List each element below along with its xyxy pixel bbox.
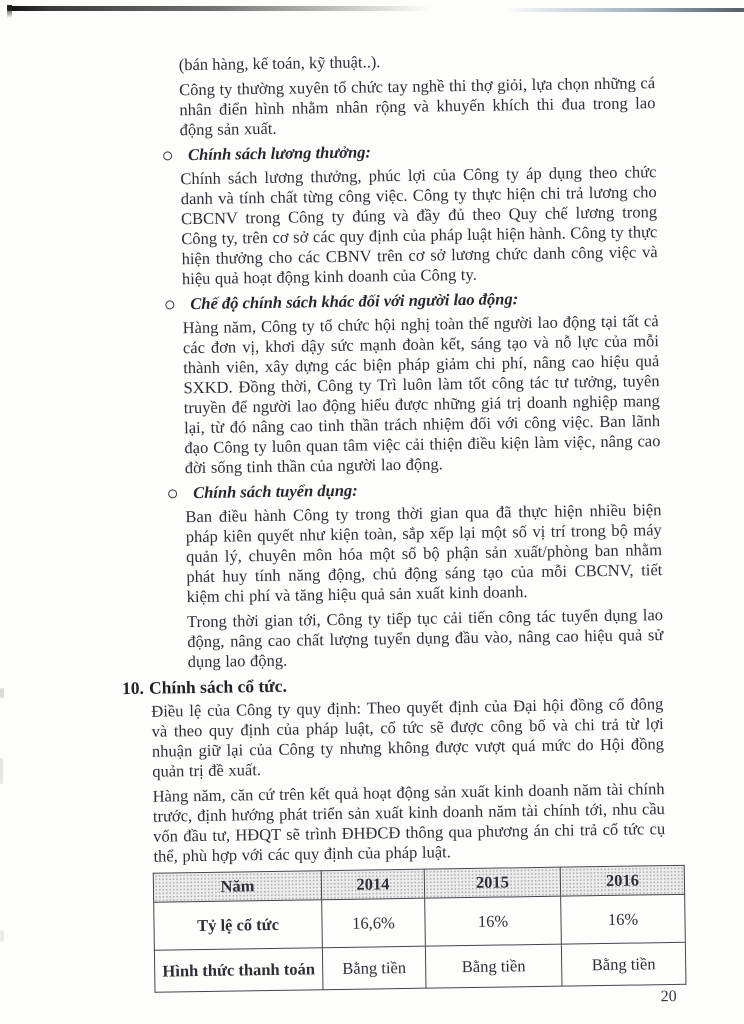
section-paragraph: Điều lệ của Công ty quy định: Theo quyết định của Đại hội đồng cổ đông và theo quy định của pháp luật, cổ tức sẽ được công bố và chi trả từ lợi nhuận giữ lại của Công ty nhưng không được vượt quá mức do Hội đồng quản trị đề xuất. — [151, 694, 665, 781]
document-body — [113, 48, 689, 1015]
policy-paragraph: Trong thời gian tới, Công ty tiếp tục cải tiến công tác tuyển dụng lao động, nâng cao chất lượng tuyển dụng đầu vào, nâng cao hiệu quả sử dụng lao động. — [186, 605, 664, 672]
scan-smudge — [0, 688, 4, 698]
policy-paragraph: Chính sách lương thưởng, phúc lợi của Công ty áp dụng theo chức danh và tính chất từng công việc. Công ty thực hiện chi trả lương cho CBCNV trong Công ty đúng và đầy đủ theo Quy chế lương trong Công ty, trên cơ sở các quy định của pháp luật hiện hành. Công ty thực hiện thưởng cho các CBNV trên cơ sở lương chức danh công việc và hiệu quả hoạt động kinh doanh của Công ty. — [180, 162, 658, 289]
policy-section-title — [193, 476, 681, 503]
table-header-cell: Năm — [153, 871, 321, 902]
policy-section-title — [188, 138, 676, 165]
section-10-dividend-policy — [122, 670, 687, 867]
table-row-dividend-rate — [154, 894, 686, 950]
policy-section-recruitment — [119, 476, 684, 673]
table-cell: Bằng tiền — [425, 944, 562, 988]
circle-bullet-icon — [165, 300, 174, 309]
table-row-payment-form — [154, 942, 686, 992]
section-number: 10. — [121, 677, 145, 699]
table-header-cell: 2015 — [424, 867, 560, 898]
scan-artifact-corner — [7, 5, 12, 18]
dividend-table — [153, 865, 687, 993]
intro-paragraph: Công ty thường xuyên tổ chức tay nghề thi thợ giỏi, lựa chọn những cá nhân điển hình nhằm nhân rộng và khuyến khích thi đua trong lao động sản xuất. — [178, 73, 656, 140]
table-header-cell: 2016 — [560, 865, 684, 896]
table-cell: Bằng tiền — [322, 946, 426, 990]
scan-artifact-line — [503, 8, 744, 12]
section-title-text: Chính sách cổ tức. — [148, 675, 288, 698]
policy-paragraph: Ban điều hành Công ty trong thời gian qua đã thực hiện nhiều biện pháp kiên quyết như kiện toàn, sắp xếp lại một số vị trí trong bộ máy quản lý, chuyên môn hóa một số bộ phận sản xuất/phòng ban nhằm phát huy tính năng động, chủ động sáng tạo của mỗi CBCNV, tiết kiệm chi phí và tăng hiệu quả sản xuất kinh doanh. — [185, 500, 663, 607]
table-row-label: Tỷ lệ cổ tức — [154, 900, 323, 950]
table-cell: 16,6% — [322, 898, 426, 948]
policy-title-text: Chế độ chính sách khác đối với người lao động: — [190, 289, 519, 314]
section-paragraph: Hàng năm, căn cứ trên kết quả hoạt động sản xuất kinh doanh năm tài chính trước, định hướng phát triển sản xuất kinh doanh năm tài chính tới, nhu cầu vốn đầu tư, HĐQT sẽ trình ĐHĐCĐ thông qua phương án chi trả cổ tức cụ thể, phù hợp với các quy định của pháp luật. — [152, 779, 666, 866]
table-cell: 16% — [425, 896, 562, 946]
table-header-cell: 2014 — [321, 869, 424, 900]
scan-smudge — [0, 930, 4, 942]
table-row-label: Hình thức thanh toán — [154, 948, 323, 992]
table-cell: 16% — [561, 894, 686, 944]
policy-section-salary — [114, 138, 678, 290]
scan-smudge — [0, 758, 3, 784]
policy-section-title — [190, 287, 678, 314]
section-heading — [122, 670, 684, 698]
table-cell: Bằng tiền — [561, 942, 686, 986]
scan-artifact-line — [7, 6, 431, 11]
policy-title-text: Chính sách lương thưởng: — [187, 142, 372, 165]
intro-fragment: (bán hàng, kế toán, kỹ thuật..). — [178, 52, 381, 75]
policy-section-other-benefits — [116, 287, 681, 479]
policy-title-text: Chính sách tuyển dụng: — [192, 480, 358, 503]
circle-bullet-icon — [168, 489, 177, 498]
page-number: 20 — [660, 987, 677, 1006]
circle-bullet-icon — [163, 151, 172, 160]
policy-paragraph: Hàng năm, Công ty tổ chức hội nghị toàn thể người lao động tại tất cả các đơn vị, khơi dậy sức mạnh đoàn kết, sáng tạo và nỗ lực của mỗi thành viên, xây dựng các biện pháp giảm chi phí, nâng cao hiệu quả SXKD. Đồng thời, Công ty Trì luôn làm tốt công tác tư tưởng, tuyên truyền để người lao động hiểu được những giá trị doanh nghiệp mang lại, từ đó nâng cao tinh thần trách nhiệm đối với công việc. Ban lãnh đạo Công ty luôn quan tâm việc cải thiện điều kiện làm việc, nâng cao đời sống tinh thần của người lao động. — [182, 311, 661, 478]
